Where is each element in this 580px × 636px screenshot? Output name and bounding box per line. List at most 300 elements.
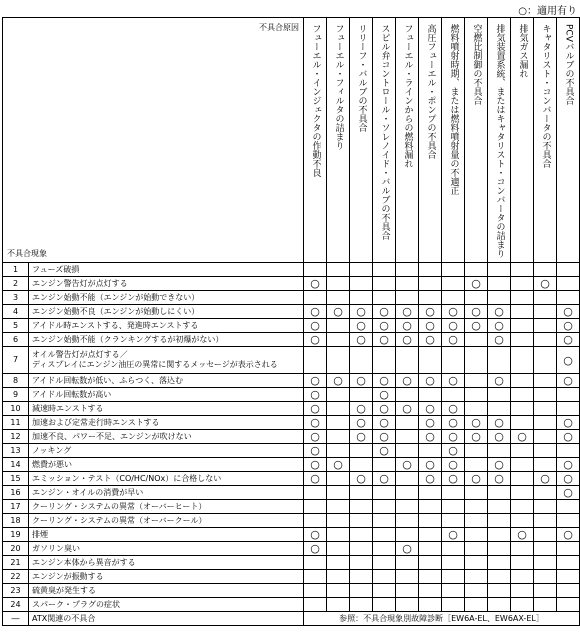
applicability-cell [534, 556, 557, 570]
applicability-cell [511, 388, 534, 402]
legend: ○：適用有り [518, 6, 577, 17]
applicability-cell: ○ [488, 374, 511, 388]
applicability-cell: ○ [304, 542, 327, 556]
applicability-cell: ○ [557, 528, 580, 542]
symptom-description-line: オイル警告灯が点灯する／ [32, 350, 128, 359]
applicability-cell [534, 514, 557, 528]
applicability-cell [465, 514, 488, 528]
applicability-cell: ○ [557, 458, 580, 472]
applicability-cell [488, 347, 511, 374]
table-row [3, 347, 580, 374]
symptom-description: エンジン始動不能（エンジンが始動できない） [29, 291, 304, 305]
applicability-cell [534, 598, 557, 612]
applicability-cell [557, 402, 580, 416]
header-corner [3, 18, 304, 263]
applicability-cell [465, 570, 488, 584]
applicability-cell [419, 542, 442, 556]
applicability-cell: ○ [465, 416, 488, 430]
table-row [3, 277, 580, 291]
applicability-cell [511, 277, 534, 291]
applicability-cell [534, 416, 557, 430]
applicability-cell: ○ [442, 458, 465, 472]
row-number: 10 [3, 402, 29, 416]
table-row [3, 388, 580, 402]
applicability-cell [511, 402, 534, 416]
table-row [3, 263, 580, 277]
applicability-cell [373, 570, 396, 584]
applicability-cell [511, 347, 534, 374]
applicability-cell [511, 570, 534, 584]
applicability-cell [534, 500, 557, 514]
applicability-cell: ○ [488, 430, 511, 444]
applicability-cell [511, 486, 534, 500]
cause-column-header: 排気装置系統、またはキャタリスト・コンバータの詰まり [488, 18, 511, 263]
table-row [3, 612, 580, 626]
applicability-cell [511, 374, 534, 388]
applicability-cell: ○ [534, 472, 557, 486]
applicability-cell [488, 556, 511, 570]
applicability-cell: ○ [419, 416, 442, 430]
applicability-cell: ○ [373, 416, 396, 430]
applicability-cell: ○ [373, 319, 396, 333]
cause-label: 不具合原因 [259, 23, 299, 32]
applicability-cell: ○ [488, 305, 511, 319]
applicability-cell [488, 514, 511, 528]
applicability-cell [511, 319, 534, 333]
applicability-cell [511, 333, 534, 347]
applicability-cell: ○ [557, 305, 580, 319]
applicability-cell [488, 528, 511, 542]
applicability-cell [350, 556, 373, 570]
applicability-cell: ○ [350, 416, 373, 430]
applicability-cell [304, 584, 327, 598]
applicability-cell [419, 291, 442, 305]
applicability-cell [488, 570, 511, 584]
applicability-cell [534, 402, 557, 416]
applicability-cell [350, 458, 373, 472]
symptom-description: クーリング・システムの異常（オーバーヒート） [29, 500, 304, 514]
applicability-cell: ○ [557, 416, 580, 430]
applicability-cell [442, 556, 465, 570]
applicability-cell [396, 514, 419, 528]
applicability-cell: ○ [557, 347, 580, 374]
applicability-cell [465, 528, 488, 542]
applicability-cell [442, 347, 465, 374]
diagonal-line [3, 18, 303, 262]
applicability-cell [396, 347, 419, 374]
applicability-cell: ○ [373, 374, 396, 388]
table-row [3, 500, 580, 514]
applicability-cell [511, 556, 534, 570]
applicability-cell: ○ [488, 319, 511, 333]
applicability-cell [396, 486, 419, 500]
applicability-cell [396, 277, 419, 291]
applicability-cell [350, 277, 373, 291]
applicability-cell [327, 542, 350, 556]
applicability-cell [396, 570, 419, 584]
applicability-cell [396, 263, 419, 277]
cause-column-header: リリーフ・バルブの不具合 [350, 18, 373, 263]
applicability-cell: ○ [465, 277, 488, 291]
table-row [3, 598, 580, 612]
applicability-cell: ○ [396, 305, 419, 319]
symptom-cause-matrix [2, 17, 580, 626]
symptom-description: エミッション・テスト（CO/HC/NOx）に合格しない [29, 472, 304, 486]
applicability-cell [465, 388, 488, 402]
applicability-cell [373, 263, 396, 277]
applicability-cell [511, 472, 534, 486]
applicability-cell [465, 556, 488, 570]
row-number: 5 [3, 319, 29, 333]
applicability-cell [442, 570, 465, 584]
symptom-description: ガソリン臭い [29, 542, 304, 556]
cause-column-header: 排気ガス漏れ [511, 18, 534, 263]
applicability-cell [396, 528, 419, 542]
applicability-cell [534, 528, 557, 542]
applicability-cell: ○ [442, 444, 465, 458]
row-number: 23 [3, 584, 29, 598]
applicability-cell [350, 388, 373, 402]
applicability-cell [327, 556, 350, 570]
applicability-cell: ○ [373, 444, 396, 458]
applicability-cell [465, 291, 488, 305]
table-row [3, 458, 580, 472]
applicability-cell: ○ [304, 333, 327, 347]
applicability-cell: ○ [419, 319, 442, 333]
symptom-description: アイドル回転数が高い [29, 388, 304, 402]
row-number: 2 [3, 277, 29, 291]
applicability-cell: ○ [373, 388, 396, 402]
applicability-cell: ○ [488, 416, 511, 430]
symptom-description: エンジン始動不良（エンジンが始動しにくい） [29, 305, 304, 319]
applicability-cell [327, 486, 350, 500]
applicability-cell [327, 263, 350, 277]
applicability-cell [534, 305, 557, 319]
applicability-cell [327, 500, 350, 514]
applicability-cell [557, 277, 580, 291]
applicability-cell [442, 542, 465, 556]
row-number: 20 [3, 542, 29, 556]
table-row [3, 570, 580, 584]
applicability-cell [488, 584, 511, 598]
applicability-cell: ○ [534, 277, 557, 291]
applicability-cell: ○ [373, 305, 396, 319]
applicability-cell: ○ [442, 402, 465, 416]
table-row [3, 305, 580, 319]
applicability-cell [557, 388, 580, 402]
row-number: 7 [3, 347, 29, 374]
applicability-cell: ○ [396, 319, 419, 333]
applicability-cell [350, 291, 373, 305]
applicability-cell: ○ [304, 416, 327, 430]
cause-column-header: 高圧フューエル・ポンプの不具合 [419, 18, 442, 263]
applicability-cell [511, 500, 534, 514]
symptom-description-line: ディスプレイにエンジン油圧の異常に関するメッセージが表示される [32, 360, 278, 369]
row-number: 18 [3, 514, 29, 528]
applicability-cell [511, 305, 534, 319]
table-row [3, 319, 580, 333]
applicability-cell [373, 486, 396, 500]
applicability-cell [373, 291, 396, 305]
symptom-description: フューズ破損 [29, 263, 304, 277]
applicability-cell [511, 584, 534, 598]
applicability-cell [419, 486, 442, 500]
row-number: 22 [3, 570, 29, 584]
applicability-cell [350, 528, 373, 542]
header-row [3, 18, 580, 263]
applicability-cell: ○ [419, 402, 442, 416]
applicability-cell [534, 333, 557, 347]
applicability-cell: ○ [304, 430, 327, 444]
applicability-cell [511, 263, 534, 277]
applicability-cell: ○ [419, 333, 442, 347]
applicability-cell [488, 542, 511, 556]
applicability-cell: ○ [304, 319, 327, 333]
applicability-cell [350, 514, 373, 528]
applicability-cell [534, 388, 557, 402]
applicability-cell [465, 444, 488, 458]
applicability-cell [534, 319, 557, 333]
applicability-cell [373, 277, 396, 291]
table-row [3, 514, 580, 528]
applicability-cell [373, 556, 396, 570]
applicability-cell [327, 291, 350, 305]
applicability-cell [442, 388, 465, 402]
applicability-cell [534, 444, 557, 458]
applicability-cell [557, 556, 580, 570]
symptom-description: 燃費が悪い [29, 458, 304, 472]
row-number: 17 [3, 500, 29, 514]
applicability-cell [465, 598, 488, 612]
applicability-cell [465, 333, 488, 347]
row-number: 13 [3, 444, 29, 458]
applicability-cell: ○ [557, 472, 580, 486]
applicability-cell: ○ [396, 402, 419, 416]
applicability-cell [419, 444, 442, 458]
applicability-cell [327, 584, 350, 598]
applicability-cell [465, 542, 488, 556]
applicability-cell: ○ [396, 333, 419, 347]
applicability-cell: ○ [488, 458, 511, 472]
row-number: 1 [3, 263, 29, 277]
row-number: 19 [3, 528, 29, 542]
applicability-cell [442, 598, 465, 612]
row-number: 6 [3, 333, 29, 347]
applicability-cell [327, 277, 350, 291]
applicability-cell: ○ [350, 305, 373, 319]
symptom-description: エンジンが振動する [29, 570, 304, 584]
applicability-cell [534, 486, 557, 500]
symptom-description: ATX関連の不具合 [29, 612, 304, 626]
applicability-cell: ○ [511, 430, 534, 444]
symptom-description: ノッキング [29, 444, 304, 458]
applicability-cell: ○ [350, 402, 373, 416]
applicability-cell: ○ [304, 444, 327, 458]
table-row [3, 472, 580, 486]
table-row [3, 291, 580, 305]
cause-column-header: PCVバルブの不具合 [557, 18, 580, 263]
symptom-description: 加速および定常走行時エンストする [29, 416, 304, 430]
applicability-cell: ○ [465, 472, 488, 486]
applicability-cell [350, 263, 373, 277]
cause-column-header: 燃料噴射時期、または燃料噴射量の不適正 [442, 18, 465, 263]
applicability-cell: ○ [488, 333, 511, 347]
applicability-cell: ○ [304, 374, 327, 388]
row-number: 16 [3, 486, 29, 500]
table-row [3, 528, 580, 542]
applicability-cell: ○ [442, 374, 465, 388]
applicability-cell: ○ [373, 430, 396, 444]
cause-column-header: フューエル・インジェクタの作動不良 [304, 18, 327, 263]
applicability-cell [511, 416, 534, 430]
applicability-cell [327, 402, 350, 416]
row-number: ― [3, 612, 29, 626]
applicability-cell [557, 542, 580, 556]
applicability-cell [465, 500, 488, 514]
applicability-cell [373, 458, 396, 472]
applicability-cell [419, 347, 442, 374]
applicability-cell: ○ [557, 319, 580, 333]
row-number: 21 [3, 556, 29, 570]
applicability-cell: ○ [442, 416, 465, 430]
applicability-cell [465, 347, 488, 374]
applicability-cell: ○ [557, 333, 580, 347]
applicability-cell [488, 291, 511, 305]
symptom-description: アイドル時エンストする、発進時エンストする [29, 319, 304, 333]
applicability-cell: ○ [350, 472, 373, 486]
applicability-cell: ○ [557, 374, 580, 388]
row-number: 3 [3, 291, 29, 305]
applicability-cell [396, 584, 419, 598]
applicability-cell [396, 500, 419, 514]
applicability-cell [419, 556, 442, 570]
applicability-cell [327, 388, 350, 402]
applicability-cell [350, 347, 373, 374]
row-number: 9 [3, 388, 29, 402]
applicability-cell: ○ [557, 486, 580, 500]
applicability-cell [488, 388, 511, 402]
symptom-description: 硫黄臭が発生する [29, 584, 304, 598]
applicability-cell [534, 374, 557, 388]
applicability-cell [488, 277, 511, 291]
cause-column-header: フューエル・フィルタの詰まり [327, 18, 350, 263]
applicability-cell: ○ [465, 430, 488, 444]
applicability-cell [419, 514, 442, 528]
applicability-cell [534, 584, 557, 598]
cause-column-header: 空燃比制御の不具合 [465, 18, 488, 263]
applicability-cell: ○ [304, 305, 327, 319]
applicability-cell: ○ [304, 472, 327, 486]
applicability-cell [557, 584, 580, 598]
symptom-description: エンジン本体から異音がする [29, 556, 304, 570]
applicability-cell [488, 598, 511, 612]
applicability-cell [350, 486, 373, 500]
applicability-cell: ○ [304, 402, 327, 416]
applicability-cell: ○ [419, 458, 442, 472]
applicability-cell: ○ [488, 472, 511, 486]
applicability-cell [350, 542, 373, 556]
applicability-cell [511, 598, 534, 612]
row-number: 12 [3, 430, 29, 444]
applicability-cell [557, 444, 580, 458]
applicability-cell [419, 388, 442, 402]
symptom-description: 排煙 [29, 528, 304, 542]
applicability-cell [442, 277, 465, 291]
applicability-cell [350, 500, 373, 514]
applicability-cell: ○ [373, 472, 396, 486]
applicability-cell [557, 570, 580, 584]
table-row [3, 556, 580, 570]
applicability-cell [396, 598, 419, 612]
applicability-cell [465, 458, 488, 472]
applicability-cell [511, 514, 534, 528]
applicability-cell [442, 514, 465, 528]
applicability-cell [488, 486, 511, 500]
applicability-cell [396, 388, 419, 402]
applicability-cell: ○ [304, 388, 327, 402]
applicability-cell: ○ [442, 472, 465, 486]
applicability-cell [465, 263, 488, 277]
symptom-label: 不具合現象 [7, 249, 47, 258]
symptom-description: エンジン始動不能（クランキングするが初爆がない） [29, 333, 304, 347]
cause-column-header: キャタリスト・コンバータの不具合 [534, 18, 557, 263]
symptom-description [29, 347, 304, 374]
applicability-cell [511, 444, 534, 458]
applicability-cell [419, 263, 442, 277]
applicability-cell [488, 444, 511, 458]
applicability-cell: ○ [304, 458, 327, 472]
applicability-cell [488, 402, 511, 416]
applicability-cell: ○ [396, 542, 419, 556]
table-row [3, 333, 580, 347]
applicability-cell: ○ [304, 277, 327, 291]
applicability-cell [304, 263, 327, 277]
symptom-description: スパーク・プラグの症状 [29, 598, 304, 612]
applicability-cell [327, 347, 350, 374]
applicability-cell [511, 458, 534, 472]
applicability-cell [511, 542, 534, 556]
applicability-cell [350, 598, 373, 612]
applicability-cell [396, 430, 419, 444]
reference-note: 参照：不具合現象別故障診断［EW6A-EL、EW6AX-EL］ [304, 612, 580, 626]
applicability-cell: ○ [442, 528, 465, 542]
applicability-cell [350, 444, 373, 458]
applicability-cell [304, 570, 327, 584]
applicability-cell [557, 598, 580, 612]
applicability-cell: ○ [373, 333, 396, 347]
cause-column-header: フューエル・ラインからの燃料漏れ [396, 18, 419, 263]
applicability-cell: ○ [442, 319, 465, 333]
applicability-cell [557, 500, 580, 514]
applicability-cell: ○ [442, 430, 465, 444]
applicability-cell [419, 598, 442, 612]
applicability-cell [465, 402, 488, 416]
row-number: 11 [3, 416, 29, 430]
table-row [3, 416, 580, 430]
applicability-cell: ○ [396, 458, 419, 472]
table-row [3, 402, 580, 416]
table-row [3, 374, 580, 388]
applicability-cell [304, 598, 327, 612]
applicability-cell [373, 598, 396, 612]
applicability-cell [442, 263, 465, 277]
applicability-cell [327, 319, 350, 333]
applicability-cell [327, 333, 350, 347]
applicability-cell [304, 291, 327, 305]
applicability-cell [304, 500, 327, 514]
applicability-cell: ○ [419, 430, 442, 444]
row-number: 14 [3, 458, 29, 472]
